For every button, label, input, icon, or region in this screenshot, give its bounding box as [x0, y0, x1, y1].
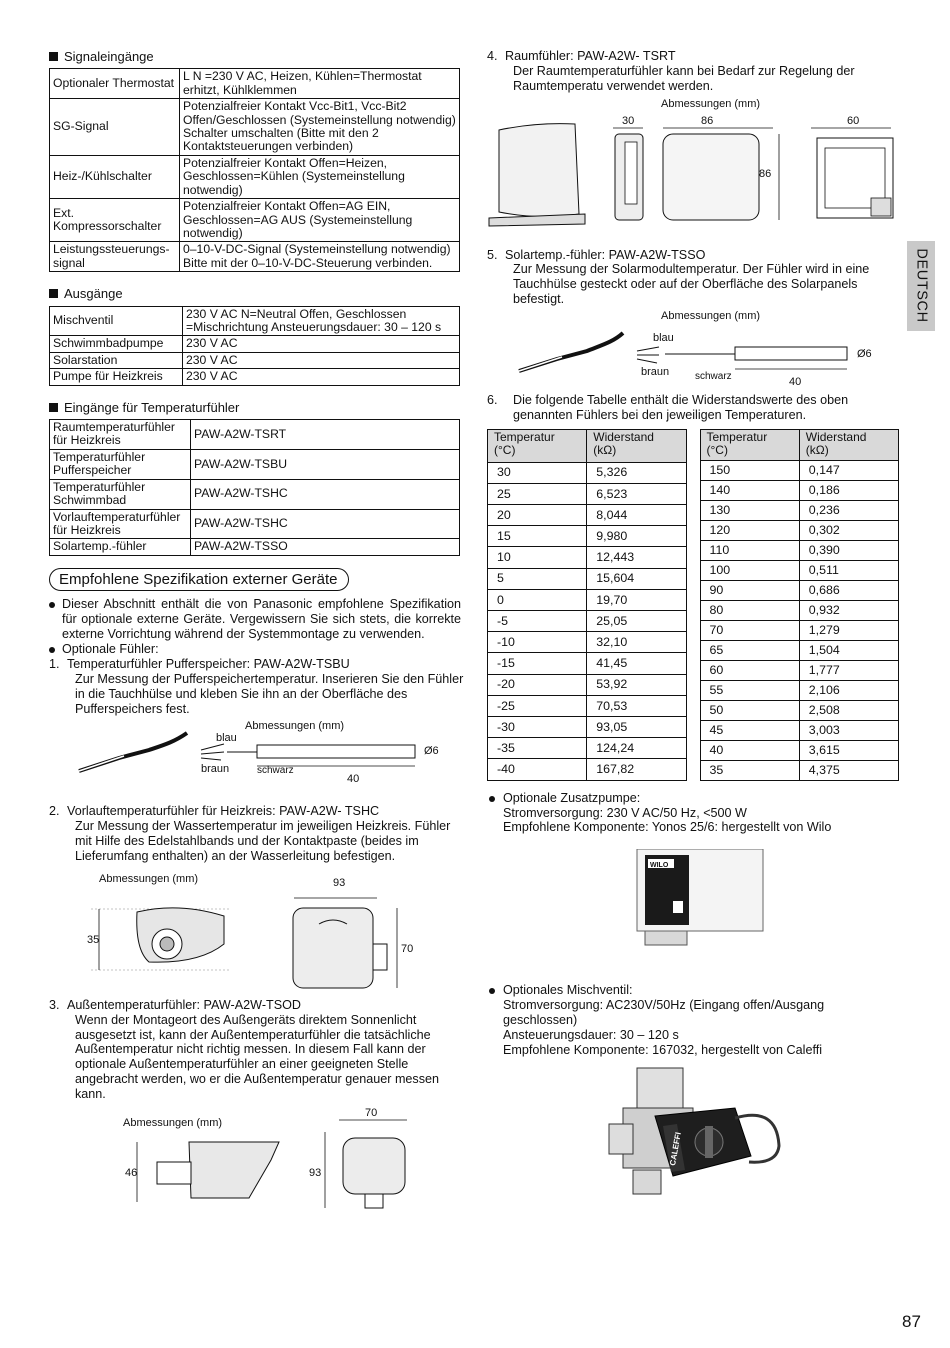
item-3: 3. Außentemperaturfühler: PAW-A2W-TSOD Wenn der Montageort des Außengeräts direktem Sonnenlicht ausgesetzt ist, kann der Außentemperaturfühler die tatsächliche Außentemperatur nicht richtig messen. In diesem Fall kann der optionale Außentemperaturfühler an einer geeigneten Stelle angebracht werden, wo er die Außentemperatur genauer messen kann.: [49, 997, 440, 1101]
table-row: Solartemp.-fühler PAW-A2W-TSSO: [50, 539, 460, 555]
table-row: [700, 640, 899, 660]
pump-section: Optionale Zusatzpumpe: Stromversorgung: 230 V AC/50 Hz, <500 W Empfohlene Komponente: Yonos 25/6: hergestellt von Wilo: [489, 791, 899, 836]
table-header-row: Temperatur (°C) Widerstand (kΩ): [700, 429, 899, 460]
svg-text:braun: braun: [201, 763, 230, 776]
svg-text:Abmessungen (mm): Abmessungen (mm): [661, 310, 761, 323]
svg-text:86: 86: [759, 167, 772, 180]
table-row: [488, 717, 687, 738]
resistance-cell: 8,044: [587, 505, 686, 526]
table-row: [700, 560, 899, 580]
svg-text:35: 35: [87, 933, 100, 946]
resistance-cell: 15,604: [587, 568, 686, 589]
resistance-cell: 167,82: [587, 759, 686, 780]
table-row: [700, 580, 899, 600]
temperature-cell: -25: [488, 695, 587, 716]
sensor-tsbu-figure: [49, 716, 461, 788]
svg-text:blau: blau: [216, 732, 237, 745]
resistance-cell: 3,615: [799, 740, 898, 760]
temperature-cell: -35: [488, 738, 587, 759]
temperature-cell: 25: [488, 483, 587, 504]
temperature-cell: 65: [700, 640, 799, 660]
svg-text:70: 70: [365, 1106, 378, 1119]
signal-inputs-heading: Signaleingänge: [49, 49, 461, 64]
temperature-cell: 140: [700, 480, 799, 500]
table-row: [700, 700, 899, 720]
resistance-cell: 0,147: [799, 460, 898, 480]
caleffi-valve-image: [487, 1066, 899, 1198]
table-row: [488, 589, 687, 610]
resistance-cell: 1,777: [799, 660, 898, 680]
table-row: Schwimmbadpumpe 230 V AC: [50, 336, 460, 352]
temp-inputs-table: [49, 419, 460, 556]
table-header-row: Temperatur (°C) Widerstand (kΩ): [488, 429, 687, 462]
table-row: [488, 505, 687, 526]
table-row: Raumtemperaturfühler für Heizkreis PAW-A2W-TSRT: [50, 420, 460, 450]
temperature-cell: 20: [488, 505, 587, 526]
resistance-cell: 3,003: [799, 720, 898, 740]
table-row: Leistungssteuerungs-signal 0–10-V-DC-Signal (Systemeinstellung notwendig) Bitte mit der 0–10-V-DC-Steuerung verbinden.: [50, 242, 460, 272]
intro-paragraph: Dieser Abschnitt enthält die von Panasonic empfohlene Spezifikation für optionale externe Geräte. Vergewissern Sie sich stets, die korrekte externe Vorrichtung während der Systemmontage zu verwenden.: [49, 597, 461, 642]
section-title-pill: Empfohlene Spezifikation externer Geräte: [49, 568, 349, 592]
svg-text:46: 46: [125, 1166, 138, 1179]
resistance-cell: 1,279: [799, 620, 898, 640]
temperature-cell: 50: [700, 700, 799, 720]
resistance-cell: 2,106: [799, 680, 898, 700]
svg-text:70: 70: [401, 942, 414, 955]
table-row: [700, 680, 899, 700]
table-row: [700, 520, 899, 540]
resistance-table-left: [487, 429, 687, 781]
sensor-probe: [735, 347, 847, 360]
svg-text:WILO: WILO: [650, 862, 669, 870]
resistance-cell: 0,686: [799, 580, 898, 600]
table-row: Ext. Kompressorschalter Potenzialfreier Kontakt Offen=AG EIN, Geschlossen=AG AUS (Systemeinstellung notwendig): [50, 199, 460, 242]
item-5: 5. Solartemp.-fühler: PAW-A2W-TSSO Zur Messung der Solarmodultemperatur. Der Fühler wird in eine Tauchhülse gesteckt oder auf der Oberfläche des Solarpanels befestigt.: [487, 247, 870, 307]
svg-text:30: 30: [622, 114, 635, 127]
svg-text:40: 40: [347, 773, 360, 786]
table-row: Vorlauftemperaturfühler für Heizkreis PAW-A2W-TSHC: [50, 509, 460, 539]
table-row: [488, 632, 687, 653]
table-row: [700, 720, 899, 740]
room-sensor-perspective: [499, 123, 579, 216]
svg-text:schwarz: schwarz: [257, 765, 294, 777]
resistance-cell: 0,932: [799, 600, 898, 620]
svg-text:60: 60: [847, 114, 860, 127]
table-row: [488, 547, 687, 568]
resistance-cell: 9,980: [587, 526, 686, 547]
item-6: 6. Die folgende Tabelle enthält die Widerstandswerte des oben genannten Fühlers bei den jeweiligen Temperaturen.: [487, 393, 849, 422]
sensor-tsod-figure: [49, 1102, 461, 1214]
svg-text:40: 40: [789, 376, 802, 389]
resistance-tables: [487, 429, 899, 781]
temp-inputs-heading: Eingänge für Temperaturfühler: [49, 400, 461, 415]
left-column: [49, 49, 464, 1214]
resistance-cell: 25,05: [587, 611, 686, 632]
square-bullet-icon: [49, 52, 58, 61]
table-row: [488, 526, 687, 547]
room-sensor-front: [663, 134, 759, 220]
resistance-cell: 6,523: [587, 483, 686, 504]
resistance-cell: 4,375: [799, 760, 898, 780]
table-row: [488, 759, 687, 780]
square-bullet-icon: [49, 403, 58, 412]
temperature-cell: 30: [488, 462, 587, 483]
temperature-cell: 150: [700, 460, 799, 480]
temperature-cell: 110: [700, 540, 799, 560]
svg-text:93: 93: [309, 1166, 322, 1179]
temperature-cell: -10: [488, 632, 587, 653]
resistance-cell: 0,390: [799, 540, 898, 560]
resistance-cell: 2,508: [799, 700, 898, 720]
svg-text:Ø6: Ø6: [857, 348, 872, 361]
svg-text:CALEFFI: CALEFFI: [668, 1131, 683, 1166]
wilo-pump-image: [487, 849, 899, 949]
temperature-cell: -40: [488, 759, 587, 780]
table-row: [700, 760, 899, 780]
room-sensor-figure: Abmessungen (mm) 30 86 86 60: [487, 94, 899, 242]
table-row: [488, 653, 687, 674]
table-row: Temperaturfühler Schwimmbad PAW-A2W-TSHC: [50, 479, 460, 509]
temperature-cell: 70: [700, 620, 799, 640]
temperature-cell: -5: [488, 611, 587, 632]
outputs-heading: Ausgänge: [49, 286, 461, 301]
temperature-cell: 120: [700, 520, 799, 540]
table-row: [700, 740, 899, 760]
svg-text:braun: braun: [641, 366, 670, 379]
temperature-cell: 0: [488, 589, 587, 610]
resistance-cell: 1,504: [799, 640, 898, 660]
temperature-cell: 15: [488, 526, 587, 547]
resistance-cell: 124,24: [587, 738, 686, 759]
optional-sensors-line: Optionale Fühler:: [49, 642, 461, 657]
signal-inputs-table: [49, 68, 460, 272]
bullet-dot-icon: [49, 602, 55, 608]
table-row: [488, 462, 687, 483]
temperature-cell: -15: [488, 653, 587, 674]
resistance-cell: 19,70: [587, 589, 686, 610]
table-row: Pumpe für Heizkreis 230 V AC: [50, 369, 460, 385]
table-row: Solarstation 230 V AC: [50, 352, 460, 368]
item-2: 2. Vorlauftemperaturfühler für Heizkreis: PAW-A2W- TSHC Zur Messung der Wassertemperatur im jeweiligen Heizkreis. Fühler mit Hilfe des Edelstahlbands und der Kontaktpaste (beides im Lieferumfang enthalten) an der Wasserleitung befestigen.: [49, 804, 451, 863]
mixvalve-section: Optionales Mischventil: Stromversorgung: AC230V/50Hz (Eingang offen/Ausgang geschlossen) Ansteuerungsdauer: 30 – 120 s Empfohlene Komponente: 167032, hergestellt von Caleffi: [489, 983, 899, 1057]
table-row: SG-Signal Potenzialfreier Kontakt Vcc-Bit1, Vcc-Bit2 Offen/Geschlossen (Systemeinstellung notwendig) Schalter umschalten (Bitte mit den 2 Kontaktsteuerungen verbinden): [50, 99, 460, 156]
table-row: [700, 480, 899, 500]
table-row: [488, 695, 687, 716]
table-row: [488, 674, 687, 695]
resistance-cell: 0,302: [799, 520, 898, 540]
temperature-cell: 45: [700, 720, 799, 740]
resistance-cell: 53,92: [587, 674, 686, 695]
resistance-cell: 12,443: [587, 547, 686, 568]
svg-text:schwarz: schwarz: [695, 371, 732, 383]
svg-text:Abmessungen (mm): Abmessungen (mm): [99, 872, 199, 885]
outdoor-sensor-front: [343, 1138, 405, 1194]
sensor-housing-side: [137, 908, 224, 962]
temperature-cell: 90: [700, 580, 799, 600]
resistance-cell: 0,236: [799, 500, 898, 520]
table-row: [700, 460, 899, 480]
table-row: Mischventil 230 V AC N=Neutral Offen, Geschlossen =Mischrichtung Ansteuerungsdauer: 30 – 120 s: [50, 306, 460, 336]
bullet-dot-icon: [489, 796, 495, 802]
temperature-cell: 130: [700, 500, 799, 520]
resistance-cell: 70,53: [587, 695, 686, 716]
svg-text:Ø6: Ø6: [424, 745, 439, 758]
bullet-dot-icon: [49, 647, 55, 653]
pump-led-icon: [673, 901, 683, 913]
resistance-cell: 41,45: [587, 653, 686, 674]
bullet-dot-icon: [489, 988, 495, 994]
svg-text:86: 86: [701, 114, 714, 127]
resistance-cell: 0,511: [799, 560, 898, 580]
valve-knob-icon: [705, 1126, 713, 1158]
svg-text:93: 93: [333, 876, 346, 889]
table-row: Optionaler Thermostat L N =230 V AC, Heizen, Kühlen=Thermostat erhitzt, Kühlklemmen: [50, 69, 460, 99]
temperature-cell: -30: [488, 717, 587, 738]
resistance-cell: 93,05: [587, 717, 686, 738]
table-row: [700, 500, 899, 520]
svg-text:blau: blau: [653, 332, 674, 345]
resistance-cell: 0,186: [799, 480, 898, 500]
right-column: [487, 49, 899, 1198]
svg-text:Abmessungen (mm): Abmessungen (mm): [123, 1116, 223, 1129]
table-row: Temperaturfühler Pufferspeicher PAW-A2W-TSBU: [50, 449, 460, 479]
temperature-cell: -20: [488, 674, 587, 695]
temperature-cell: 60: [700, 660, 799, 680]
page-number: 87: [902, 1312, 921, 1331]
temperature-cell: 80: [700, 600, 799, 620]
temperature-cell: 5: [488, 568, 587, 589]
table-row: [488, 738, 687, 759]
table-row: [700, 620, 899, 640]
sensor-tsso-figure: [487, 307, 899, 393]
resistance-cell: 5,326: [587, 462, 686, 483]
temperature-cell: 100: [700, 560, 799, 580]
svg-text:Abmessungen (mm): Abmessungen (mm): [245, 720, 345, 733]
resistance-cell: 32,10: [587, 632, 686, 653]
item-4: 4. Raumfühler: PAW-A2W- TSRT Der Raumtemperaturfühler kann bei Bedarf zur Regelung der Raumtemperatu verwendet werden.: [487, 49, 855, 93]
temperature-cell: 10: [488, 547, 587, 568]
sensor-probe: [257, 745, 415, 758]
temperature-cell: 55: [700, 680, 799, 700]
temperature-cell: 40: [700, 740, 799, 760]
table-row: [488, 568, 687, 589]
outdoor-sensor-side: [189, 1142, 279, 1198]
table-row: [488, 483, 687, 504]
table-row: [488, 611, 687, 632]
square-bullet-icon: [49, 289, 58, 298]
table-row: [700, 600, 899, 620]
language-tab: DEUTSCH: [907, 241, 935, 331]
temperature-cell: 35: [700, 760, 799, 780]
item-1: 1. Temperaturfühler Pufferspeicher: PAW-A2W-TSBU Zur Messung der Pufferspeichertemperatur. Inserieren Sie den Fühler in die Tauchhülse und kleben Sie ihn an der Oberfläche des Pufferspeichers fest.: [49, 656, 464, 716]
table-row: Heiz-/Kühlschalter Potenzialfreier Kontakt Offen=Heizen, Geschlossen=Kühlen (Systemeinstellung notwendig): [50, 155, 460, 198]
sensor-tshc-figure: [49, 864, 461, 994]
table-row: [700, 540, 899, 560]
table-row: [700, 660, 899, 680]
resistance-table-right: [700, 429, 900, 781]
outputs-table: [49, 306, 460, 386]
